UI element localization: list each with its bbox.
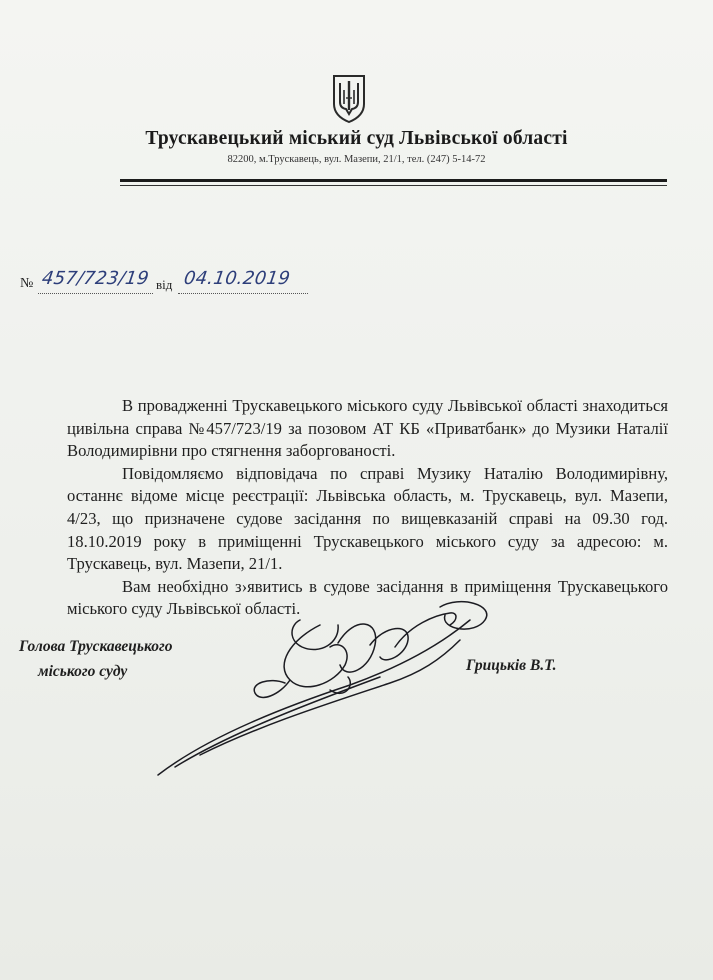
handwritten-signature (140, 585, 520, 795)
paragraph: Повідомляємо відповідача по справі Музику Наталію Володимирівну, останнє відоме місце реєстрації: Львівська область, м. Трускавець, вул. Мазепи, 4/23, що призначене судове засідання по вищевказаній справі на 09.30 год. 18.10.2019 року в приміщенні Трускавецького міського суду за адресою: м. Трускавець, вул. Мазепи, 21/1. (67, 463, 668, 574)
paragraph: В провадженні Трускавецького міського суду Львівської області знаходиться цивільна справа №457/723/19 за позовом АТ КБ «Приватбанк» до Музики Наталії Володимирівни про стягнення заборгованості. (67, 396, 668, 461)
number-label: № (20, 276, 34, 291)
letterhead-divider-thin (120, 185, 667, 186)
paragraph: Вам необхідно з›явитись в судове засідання в приміщення Трускавецького міського суду Львівської області. (67, 576, 668, 619)
letterhead-divider-thick (120, 179, 667, 182)
court-name: Трускавецький міський суд Львівської області (145, 128, 568, 149)
signer-position-line2: міського суду (38, 663, 128, 680)
court-address: 82200, м.Трускавець, вул. Мазепи, 21/1, тел. (247) 5-14-72 (227, 154, 486, 165)
signer-position-line1: Голова Трускавецького (19, 638, 173, 655)
date-label: від (156, 277, 173, 292)
signer-name: Грицьків В.Т. (466, 657, 557, 674)
date-dotted-line (178, 292, 308, 294)
trident-icon (331, 74, 367, 124)
number-dotted-line (38, 292, 153, 294)
reference-date: 04.10.2019 (182, 268, 292, 289)
reference-number: 457/723/19 (40, 268, 151, 289)
reference-line (20, 270, 340, 304)
